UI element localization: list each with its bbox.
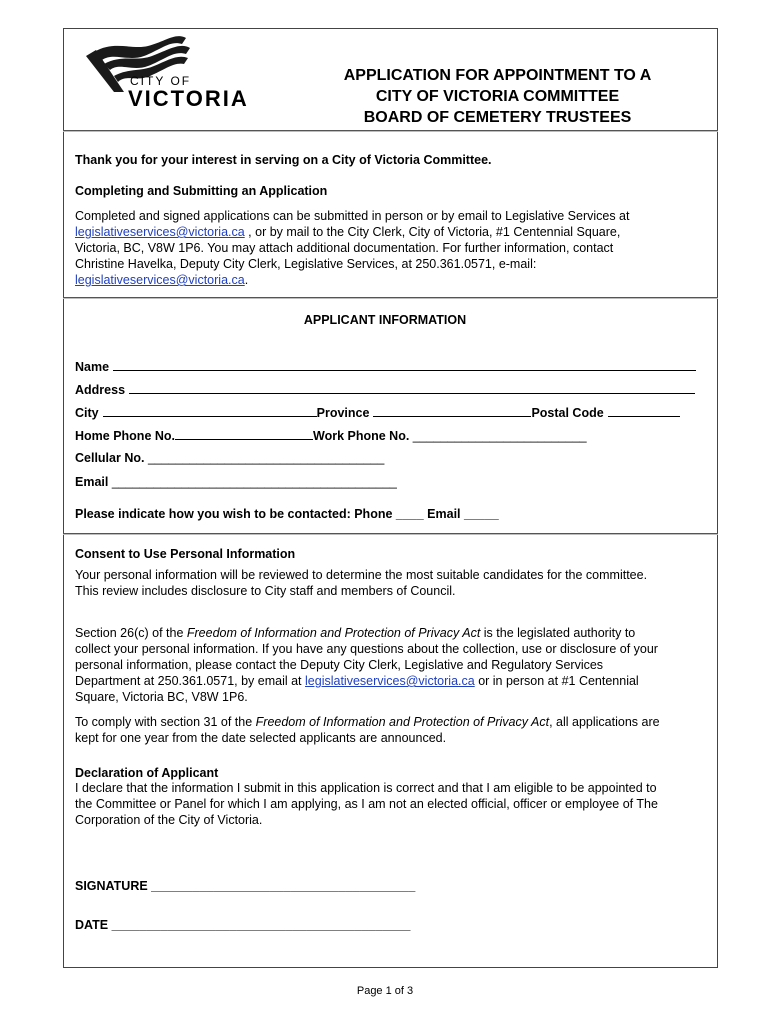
email-link[interactable]: legislativeservices@victoria.ca: [75, 273, 245, 287]
email-label: Email: [75, 475, 109, 489]
phone-row: [75, 427, 587, 444]
submit-paragraph: [75, 208, 705, 288]
province-label: Province: [316, 406, 370, 420]
form-title-line-3: BOARD OF CEMETERY TRUSTEES: [363, 109, 632, 126]
para-text: .: [244, 273, 249, 287]
email-row: [75, 474, 397, 490]
para-line: collect your personal information. If you have any questions about the collection, use or disclosure of your: [75, 642, 658, 656]
para-line: Completed and signed applications can be submitted in person or by email to Legislative Services at: [75, 209, 630, 223]
name-label: Name: [75, 360, 110, 374]
para-line: [75, 625, 705, 641]
consent-paragraph-3: [75, 714, 705, 746]
act-name: Freedom of Information and Protection of Privacy Act: [186, 626, 481, 640]
divider: [63, 130, 718, 132]
cellular-row: [75, 450, 384, 466]
para-line: Victoria, BC, V8W 1P6. You may attach additional documentation. For further information, contact: [75, 241, 614, 255]
para-line: personal information, please contact the Deputy City Clerk, Legislative and Regulatory Services: [75, 658, 604, 672]
para-line: I declare that the information I submit in this application is correct and that I am eligible to be appointed to: [75, 781, 657, 795]
para-line: [75, 714, 705, 730]
declaration-heading: Declaration of Applicant: [75, 766, 219, 780]
para-line: This review includes disclosure to City staff and members of Council.: [75, 584, 456, 598]
home-phone-line[interactable]: [175, 427, 313, 440]
form-title-line-2: CITY OF VICTORIA COMMITTEE: [375, 88, 620, 105]
logo-city-of: CITY OF: [130, 74, 192, 88]
form-title-line-1: APPLICATION FOR APPOINTMENT TO A: [343, 67, 652, 84]
postal-label: Postal Code: [531, 406, 604, 420]
email-blank[interactable]: _________________________________________: [108, 475, 397, 489]
name-line[interactable]: [113, 358, 696, 371]
address-label: Address: [75, 383, 126, 397]
para-text: or in person at #1 Centennial: [474, 674, 639, 688]
city-line[interactable]: [103, 404, 317, 417]
para-text: Department at 250.361.0571, by email at: [75, 674, 306, 688]
city-row: [75, 404, 680, 421]
province-line[interactable]: [373, 404, 531, 417]
submit-heading: Completing and Submitting an Application: [75, 184, 328, 198]
para-text: is the legislated authority to: [480, 626, 636, 640]
para-text: , all applications are: [549, 715, 660, 729]
declaration-paragraph: [75, 780, 705, 828]
para-line: [75, 224, 705, 240]
para-line: the Committee or Panel for which I am applying, as I am not an elected official, officer or employee of The: [75, 797, 658, 811]
para-line: kept for one year from the date selected applicants are announced.: [75, 731, 447, 745]
city-label: City: [75, 406, 99, 420]
para-line: Corporation of the City of Victoria.: [75, 813, 263, 827]
date-field[interactable]: DATE ___________________________________________: [75, 918, 411, 932]
thanks-text: Thank you for your interest in serving on a City of Victoria Committee.: [75, 153, 492, 167]
work-phone-label: Work Phone No.: [313, 429, 410, 443]
applicant-heading: APPLICANT INFORMATION: [303, 313, 467, 327]
para-text: , or by mail to the City Clerk, City of Victoria, #1 Centennial Square,: [244, 225, 621, 239]
cellular-blank[interactable]: __________________________________: [144, 451, 385, 465]
name-field[interactable]: [75, 358, 696, 375]
email-link[interactable]: legislativeservices@victoria.ca: [305, 674, 475, 688]
para-line: [75, 673, 705, 689]
para-line: [75, 272, 705, 288]
city-of-victoria-logo: [84, 34, 248, 114]
consent-heading: Consent to Use Personal Information: [75, 547, 296, 561]
consent-paragraph-1: [75, 567, 705, 599]
address-line[interactable]: [129, 381, 695, 394]
email-link[interactable]: legislativeservices@victoria.ca: [75, 225, 245, 239]
logo-victoria: VICTORIA: [128, 86, 249, 111]
act-name: Freedom of Information and Protection of Privacy Act: [255, 715, 550, 729]
para-text: Section 26(c) of the: [75, 626, 187, 640]
work-phone-blank[interactable]: _________________________: [409, 429, 587, 443]
divider: [63, 297, 718, 299]
signature-field[interactable]: SIGNATURE ______________________________________: [75, 879, 416, 893]
para-line: Your personal information will be reviewed to determine the most suitable candidates for the committee.: [75, 568, 648, 582]
para-text: To comply with section 31 of the: [75, 715, 256, 729]
postal-line[interactable]: [608, 404, 680, 417]
contact-preference[interactable]: Please indicate how you wish to be contacted: Phone ____ Email _____: [75, 507, 499, 521]
para-line: Square, Victoria BC, V8W 1P6.: [75, 690, 248, 704]
home-phone-label: Home Phone No.: [75, 429, 176, 443]
para-line: Christine Havelka, Deputy City Clerk, Legislative Services, at 250.361.0571, e-mail:: [75, 257, 537, 271]
address-field[interactable]: [75, 381, 695, 398]
consent-paragraph-2: [75, 625, 705, 705]
page-number: Page 1 of 3: [356, 985, 414, 997]
divider: [63, 533, 718, 535]
cellular-label: Cellular No.: [75, 451, 145, 465]
